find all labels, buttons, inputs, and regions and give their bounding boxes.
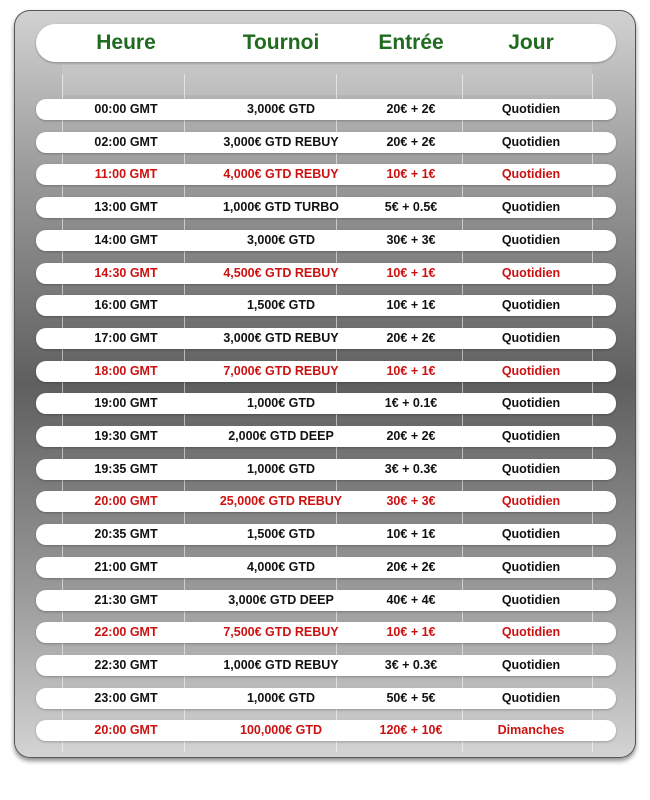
cell-jour: Quotidien <box>501 462 561 476</box>
cell-entree: 20€ + 2€ <box>386 102 436 116</box>
cell-tournoi: 3,000€ GTD REBUY <box>223 135 339 149</box>
cell-jour: Quotidien <box>501 266 561 280</box>
header-jour: Jour <box>508 31 554 54</box>
table-header <box>36 24 616 62</box>
cell-heure: 14:30 GMT <box>94 266 158 280</box>
cell-heure: 02:00 GMT <box>94 135 158 149</box>
cell-jour: Dimanches <box>497 723 565 737</box>
cell-jour: Quotidien <box>501 625 561 639</box>
cell-tournoi: 25,000€ GTD REBUY <box>219 494 343 508</box>
cell-tournoi: 4,000€ GTD <box>246 560 316 574</box>
cell-jour: Quotidien <box>501 167 561 181</box>
cell-heure: 23:00 GMT <box>94 691 158 705</box>
cell-jour: Quotidien <box>501 331 561 345</box>
table-row <box>36 426 616 447</box>
table-row <box>36 197 616 218</box>
table-row <box>36 557 616 578</box>
schedule-panel <box>14 10 636 758</box>
cell-entree: 30€ + 3€ <box>386 494 436 508</box>
table-row <box>36 263 616 284</box>
cell-entree: 3€ + 0.3€ <box>384 658 438 672</box>
table-row <box>36 590 616 611</box>
cell-tournoi: 1,000€ GTD <box>246 462 316 476</box>
cell-tournoi: 3,000€ GTD DEEP <box>228 593 334 607</box>
cell-jour: Quotidien <box>501 527 561 541</box>
table-row <box>36 393 616 414</box>
cell-jour: Quotidien <box>501 364 561 378</box>
cell-heure: 20:35 GMT <box>94 527 158 541</box>
cell-tournoi: 4,500€ GTD REBUY <box>223 266 339 280</box>
header-tournoi: Tournoi <box>242 31 320 54</box>
cell-heure: 11:00 GMT <box>94 167 158 181</box>
cell-heure: 22:30 GMT <box>94 658 158 672</box>
cell-entree: 10€ + 1€ <box>386 527 436 541</box>
cell-entree: 20€ + 2€ <box>386 135 436 149</box>
table-row <box>36 99 616 120</box>
cell-entree: 10€ + 1€ <box>386 364 436 378</box>
cell-jour: Quotidien <box>501 233 561 247</box>
cell-heure: 13:00 GMT <box>94 200 158 214</box>
cell-tournoi: 4,000€ GTD REBUY <box>223 167 339 181</box>
table-row <box>36 328 616 349</box>
table-row <box>36 295 616 316</box>
cell-entree: 10€ + 1€ <box>386 266 436 280</box>
cell-entree: 20€ + 2€ <box>386 560 436 574</box>
cell-tournoi: 2,000€ GTD DEEP <box>228 429 334 443</box>
cell-jour: Quotidien <box>501 396 561 410</box>
table-row <box>36 688 616 709</box>
cell-entree: 1€ + 0.1€ <box>384 396 438 410</box>
cell-entree: 3€ + 0.3€ <box>384 462 438 476</box>
cell-tournoi: 1,000€ GTD <box>246 396 316 410</box>
cell-entree: 50€ + 5€ <box>386 691 436 705</box>
table-row <box>36 655 616 676</box>
cell-tournoi: 1,000€ GTD <box>246 691 316 705</box>
cell-entree: 10€ + 1€ <box>386 625 436 639</box>
cell-heure: 20:00 GMT <box>94 494 158 508</box>
cell-entree: 10€ + 1€ <box>386 298 436 312</box>
cell-entree: 5€ + 0.5€ <box>384 200 438 214</box>
cell-entree: 30€ + 3€ <box>386 233 436 247</box>
cell-jour: Quotidien <box>501 102 561 116</box>
table-row <box>36 720 616 741</box>
cell-tournoi: 1,000€ GTD TURBO <box>222 200 339 214</box>
table-row <box>36 622 616 643</box>
cell-entree: 10€ + 1€ <box>386 167 436 181</box>
cell-tournoi: 1,500€ GTD <box>246 527 316 541</box>
table-row <box>36 164 616 185</box>
cell-heure: 14:00 GMT <box>94 233 158 247</box>
cell-heure: 19:00 GMT <box>94 396 158 410</box>
cell-heure: 22:00 GMT <box>94 625 158 639</box>
table-row <box>36 361 616 382</box>
cell-jour: Quotidien <box>501 135 561 149</box>
cell-heure: 19:35 GMT <box>94 462 158 476</box>
cell-tournoi: 100,000€ GTD <box>240 723 322 737</box>
cell-jour: Quotidien <box>501 200 561 214</box>
cell-jour: Quotidien <box>501 560 561 574</box>
table-row <box>36 459 616 480</box>
cell-heure: 17:00 GMT <box>94 331 158 345</box>
cell-jour: Quotidien <box>501 658 561 672</box>
cell-jour: Quotidien <box>501 298 561 312</box>
cell-heure: 19:30 GMT <box>94 429 158 443</box>
table-row <box>36 491 616 512</box>
cell-entree: 40€ + 4€ <box>386 593 436 607</box>
cell-tournoi: 1,500€ GTD <box>246 298 316 312</box>
table-row <box>36 524 616 545</box>
cell-tournoi: 3,000€ GTD REBUY <box>223 331 339 345</box>
table-row <box>36 132 616 153</box>
header-heure: Heure <box>96 31 156 54</box>
cell-jour: Quotidien <box>501 691 561 705</box>
cell-heure: 16:00 GMT <box>94 298 158 312</box>
header-entree: Entrée <box>378 31 444 54</box>
cell-entree: 20€ + 2€ <box>386 331 436 345</box>
cell-heure: 20:00 GMT <box>94 723 158 737</box>
table-row <box>36 230 616 251</box>
cell-heure: 18:00 GMT <box>94 364 158 378</box>
cell-tournoi: 3,000€ GTD <box>246 102 316 116</box>
cell-jour: Quotidien <box>501 593 561 607</box>
header-shadow-band <box>62 65 592 95</box>
cell-jour: Quotidien <box>501 429 561 443</box>
cell-tournoi: 7,500€ GTD REBUY <box>223 625 339 639</box>
cell-tournoi: 1,000€ GTD REBUY <box>223 658 339 672</box>
cell-jour: Quotidien <box>501 494 561 508</box>
cell-heure: 00:00 GMT <box>94 102 158 116</box>
cell-heure: 21:30 GMT <box>94 593 158 607</box>
cell-entree: 120€ + 10€ <box>379 723 443 737</box>
cell-heure: 21:00 GMT <box>94 560 158 574</box>
cell-tournoi: 3,000€ GTD <box>246 233 316 247</box>
cell-tournoi: 7,000€ GTD REBUY <box>223 364 339 378</box>
cell-entree: 20€ + 2€ <box>386 429 436 443</box>
